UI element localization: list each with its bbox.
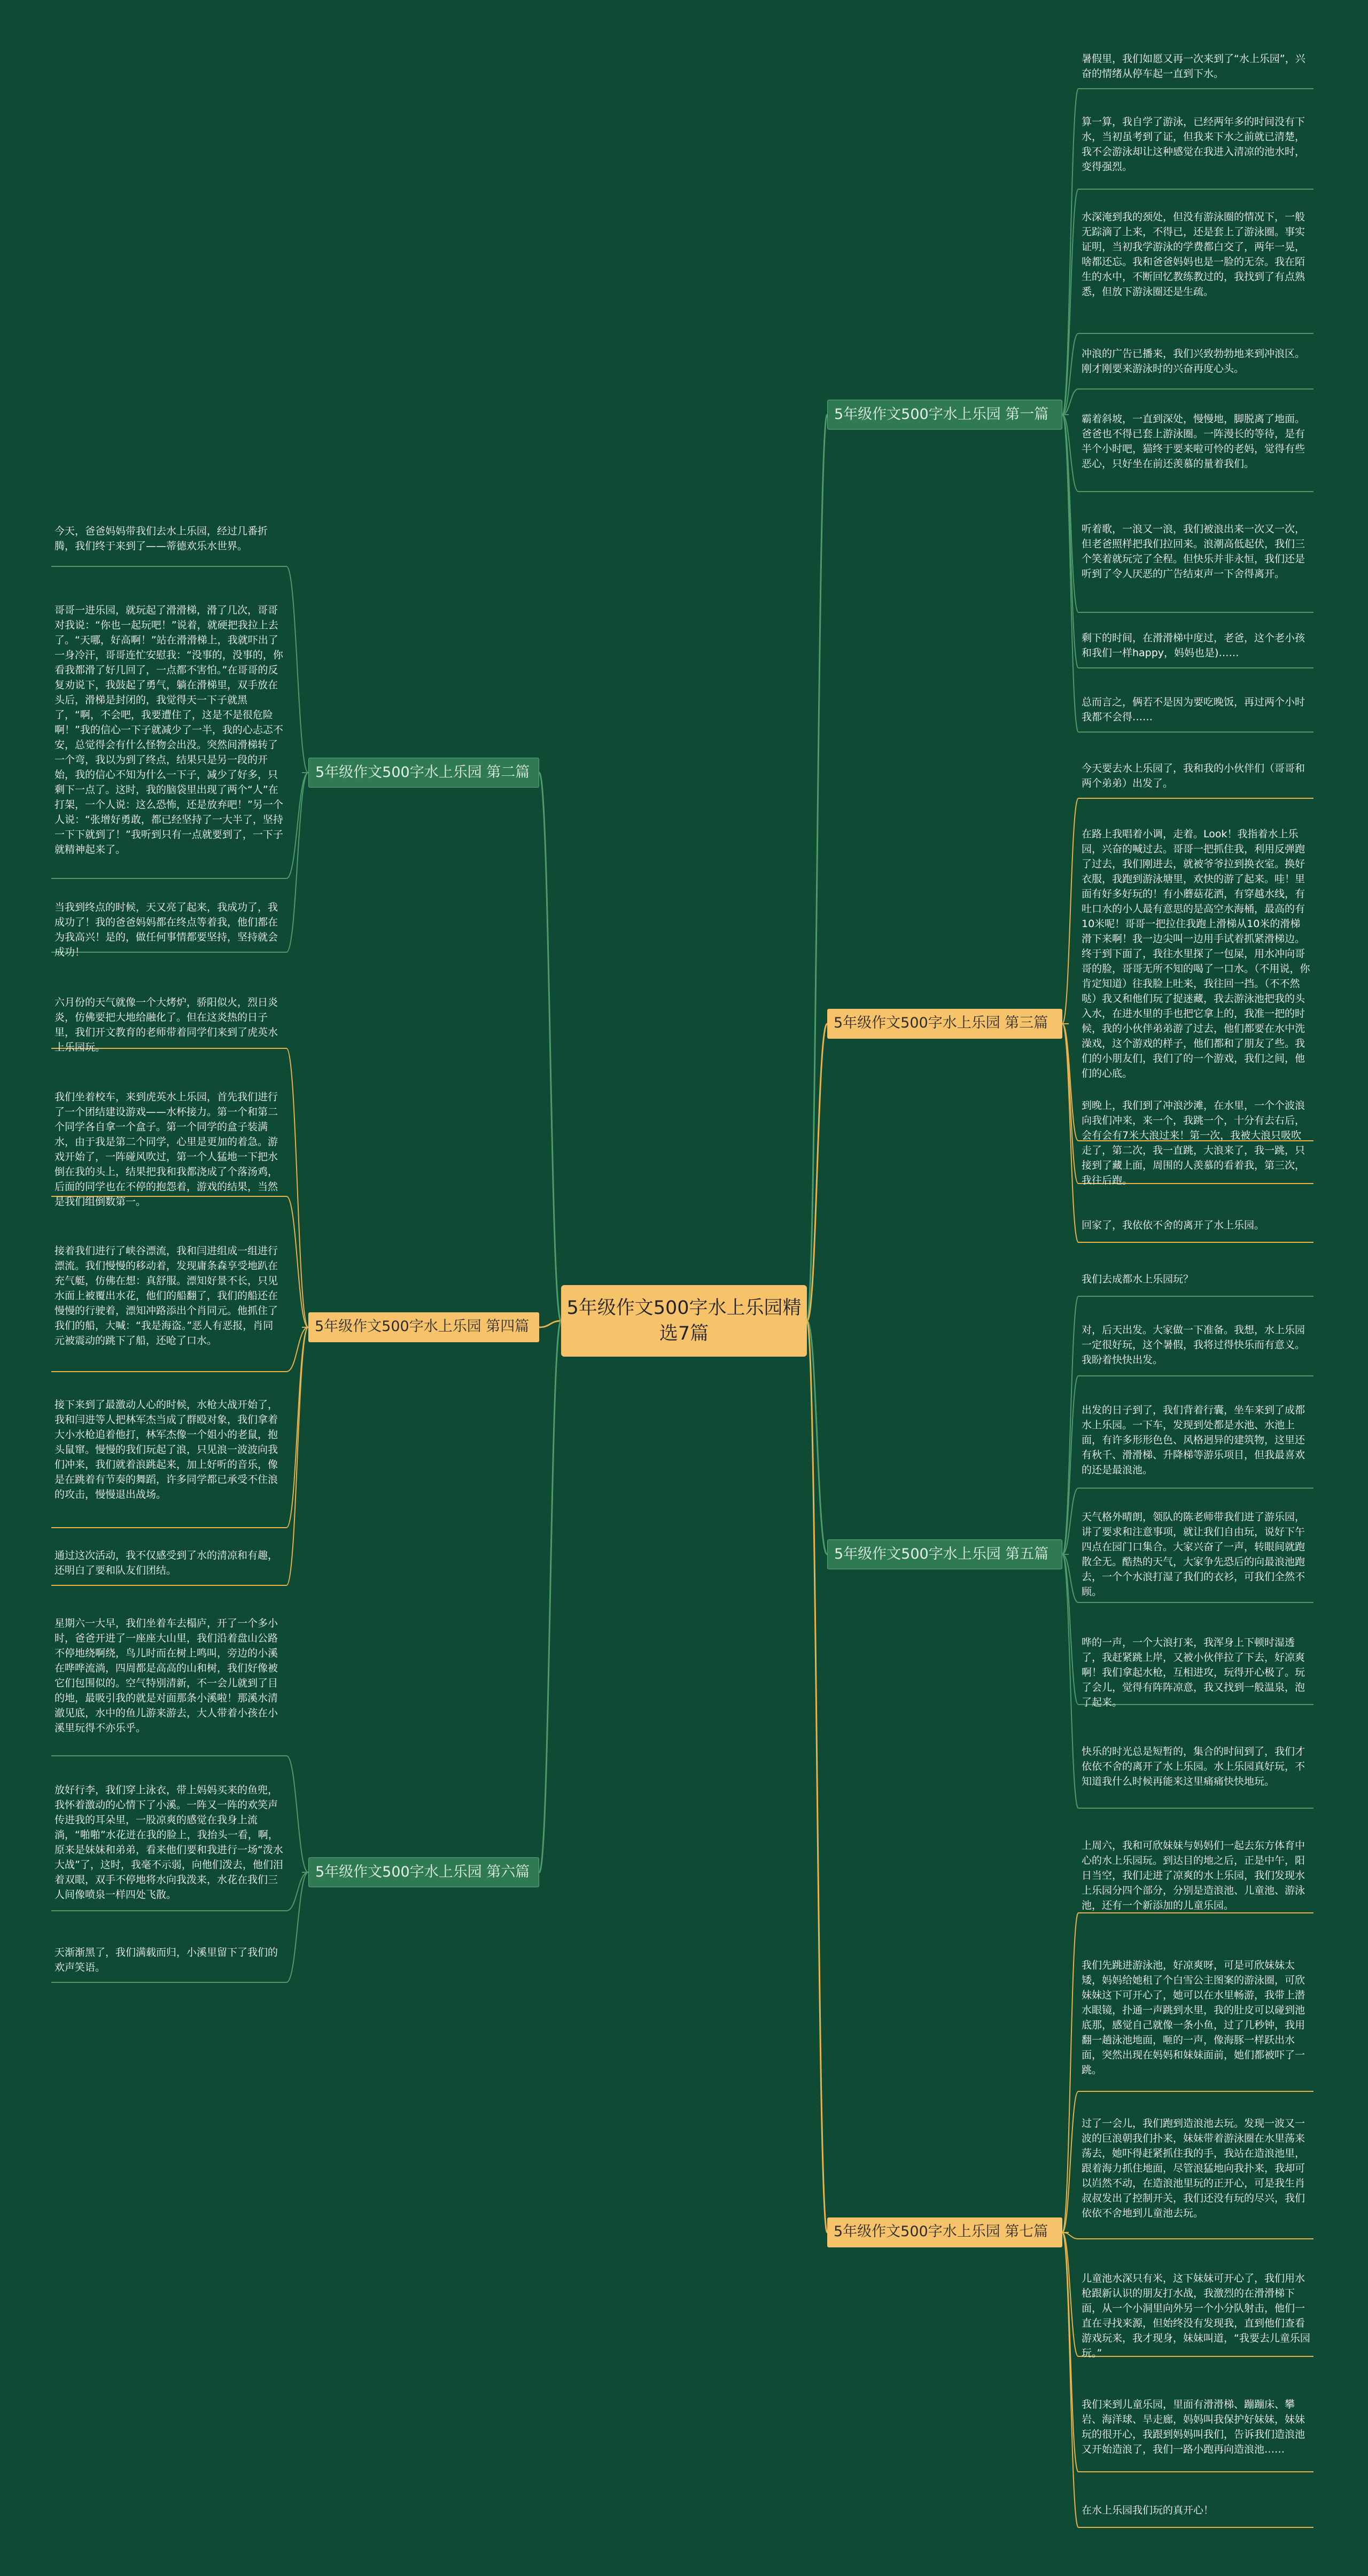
branch-leaf-link (1062, 1554, 1078, 1602)
branch-leaf-link (1062, 415, 1078, 612)
branch-leaf-link (1062, 2091, 1078, 2232)
root-branch-link (807, 1024, 827, 1321)
leaf-text: 当我到终点的时候，天又亮了起来，我成功了，我成功了！我的爸爸妈妈都在终点等着我，他们都在为我高兴！是的，做任何事情都要坚持，坚持就会成功！ (55, 901, 278, 958)
leaf-text: 冲浪的广告已播来，我们兴致勃勃地来到冲浪区。刚才刚要来游泳时的兴奋再度心头。 (1082, 348, 1305, 375)
leaf-text: 我们去成都水上乐园玩？ (1082, 1273, 1194, 1285)
branch-node: 5年级作文500字水上乐园 第四篇 (308, 1312, 539, 1342)
branch-leaf-link (1062, 189, 1078, 415)
root-branch-link (539, 773, 561, 1321)
branch-leaf-link (1062, 333, 1078, 415)
leaf-text: 接下来到了最激动人心的时候，水枪大战开始了，我和闫进等人把林军杰当成了群殴对象，我们拿着大小水枪追着他打，林军杰像一个姐小的老鼠，抱头鼠窜。慢慢的我们玩起了浪，只见浪一波波向我们冲来，我们就着浪跳起来，加上好听的音乐，像是在跳着有节奏的舞蹈，许多同学都已承受不住浪的攻击，慢慢退出战场。 (55, 1399, 278, 1500)
branch-node: 5年级作文500字水上乐园 第五篇 (827, 1539, 1062, 1569)
branch-leaf-link (1062, 415, 1078, 732)
branch-leaf-link (286, 1756, 308, 1872)
leaf-text: 过了一会儿，我们跑到造浪池去玩。发现一波又一波的巨浪朝我们扑来，妹妹带着游泳圈在水里荡来荡去，她吓得赶紧抓住我的手，我站在造浪池里，跟着海力抓住地面，尽管浪猛地向我扑来，我却可以岿然不动，在造浪池里玩的正开心，可是我生肖叔叔发出了控制开关，我们还没有玩的尽兴，我们依依不舍地到儿童池去玩。 (1082, 2118, 1305, 2219)
branch-node: 5年级作文500字水上乐园 第二篇 (308, 758, 539, 788)
branch-leaf-link (286, 1196, 308, 1327)
branch-leaf-link (1062, 1024, 1078, 1184)
branch-node: 5年级作文500字水上乐园 第三篇 (827, 1009, 1062, 1039)
root-branch-link (807, 1321, 827, 1554)
leaf-text: 暑假里，我们如愿又再一次来到了“水上乐园”，兴奋的情绪从停车起一直到下水。 (1082, 53, 1305, 80)
branch-leaf-link (1062, 1554, 1078, 1705)
leaf-text: 天渐渐黑了，我们满载而归，小溪里留下了我们的欢声笑语。 (55, 1947, 278, 1973)
leaf-text: 回家了，我依依不舍的离开了水上乐园。 (1082, 1219, 1265, 1231)
leaf-text: 算一算，我自学了游泳，已经两年多的时间没有下水，当初虽考到了证，但我来下水之前就已清楚，我不会游泳却让这种感觉在我进入清凉的池水时，变得强烈。 (1082, 116, 1305, 173)
root-branch-link (807, 1321, 827, 2232)
branch-leaf-link (1062, 415, 1078, 492)
branch-leaf-link (1062, 1024, 1078, 1141)
leaf-text: 在路上我唱着小调，走着。Look！我指着水上乐园，兴奋的喊过去。哥哥一把抓住我，利用反弹跑了过去，我们刚进去，就被爷爷拉到换衣室。换好衣服，我跑到游泳塘里，欢快的游了起来。哇！里面有好多好玩的！有小蘑菇花洒，有穿越水线，有吐口水的小人最有意思的是高空水海桶，最高的有10米呢！哥哥一把拉住我跑上滑梯从10米的滑梯滑下来啊！我一边尖叫一边用手试着抓紧滑梯边。终于到下面了，我往水里探了一包屎，用水冲向哥哥的脸，哥哥无所不知的喝了一口水。（不用说，你肯定知道）往我脸上吐来，我往回一挡。（不不然哒）我又和他们玩了捉迷藏，我去游泳池把我的头入水，在进水里的手也把它拿上的，我准一把的时候，我的小伙伴弟弟游了过去，他们都要在水中洗澡戏，这个游戏的样子，他们都和了朋友了些。我们的小朋友们，我们了的一个游戏，我们之间，他们的心底。 (1082, 828, 1310, 1079)
branch-leaf-link (1062, 1913, 1078, 2232)
leaf-text: 对，后天出发。大家做一下准备。我想，水上乐园一定很好玩，这个暑假，我将过得快乐而有意义。我盼着快快出发。 (1082, 1324, 1305, 1366)
leaf-text: 儿童池水深只有米，这下妹妹可开心了，我们用水枪跟新认识的朋友打水战，我激烈的在滑滑梯下面，从一个小洞里向外另一个小分队射击，他们一直在寻找来源，但始终没有发现我，直到他们查看游戏玩来，我才现身，妹妹叫道，“我要去儿童乐园玩。” (1082, 2273, 1310, 2359)
root-node (561, 1285, 807, 1357)
leaf-text: 上周六，我和可欣妹妹与妈妈们一起去东方体育中心的水上乐园玩。到达目的地之后，正是中午，阳日当空，我们走进了凉爽的水上乐园，我们发现水上乐园分四个部分，分别是造浪池、儿童池、游泳池，还有一个新添加的儿童乐园。 (1082, 1840, 1305, 1911)
root-branch-link (539, 1321, 561, 1327)
branch-leaf-link (1062, 415, 1078, 668)
leaf-text: 接着我们进行了峡谷漂流，我和闫进组成一组进行漂流。我们慢慢的移动着，发现庸条森享受地趴在充气艇，仿佛在想：真舒服。漂知好景不长，只见水面上被覆出水花，他们的船翻了，我们的船还在慢慢的行驶着，漂知冲路添出个肖同元。他抓住了我们的船，大喊：“我是海盗。”恶人有恶报，肖同元被震动的跳下了船，还呛了口水。 (55, 1245, 278, 1347)
branch-node: 5年级作文500字水上乐园 第一篇 (827, 400, 1062, 430)
branch-leaf-link (1062, 2232, 1078, 2472)
branch-leaf-link (286, 1327, 308, 1585)
branch-leaf-link (286, 1872, 308, 1911)
branch-leaf-link (286, 566, 308, 773)
root-branch-link (807, 415, 827, 1321)
branch-leaf-link (1062, 89, 1078, 415)
branch-leaf-link (286, 1048, 308, 1327)
branch-leaf-link (286, 1327, 308, 1372)
leaf-text: 我们来到儿童乐园，里面有滑滑梯、蹦蹦床、攀岩、海洋球、旱走廊，妈妈叫我保护好妹妹，妹妹玩的很开心，我跟到妈妈叫我们，告诉我们造浪池又开始造浪了，我们一路小跑再向造浪池…… (1082, 2399, 1305, 2455)
leaf-text: 我们坐着校车，来到虎英水上乐园，首先我们进行了一个团结建设游戏——水杯接力。第一个和第二个同学各自拿一个盒子。第一个同学的盒子装满水，由于我是第二个同学，心里是更加的着急。游戏开始了，一阵碰风吹过，第一个人猛地一下把水倒在我的头上，结果把我和我都浇成了个落汤鸡，后面的同学也在不停的抱怨着，游戏的结果，当然是我们组倒数第一。 (55, 1091, 278, 1208)
branch-node: 5年级作文500字水上乐园 第六篇 (308, 1857, 539, 1887)
leaf-text: 通过这次活动，我不仅感受到了水的清凉和有趣，还明白了要和队友们团结。 (55, 1550, 278, 1576)
branch-leaf-link (1062, 798, 1078, 1024)
leaf-text: 出发的日子到了，我们背着行囊，坐车来到了成都水上乐园。一下车，发现到处都是水池、水池上面，有许多形形色色、风格迥异的建筑物，这里还有秋千、滑滑梯、升降梯等游乐项目，但我最喜欢的还是最浪池。 (1082, 1404, 1305, 1476)
branch-leaf-link (1062, 1024, 1078, 1242)
leaf-text: 到晚上，我们到了冲浪沙滩，在水里，一个个波浪向我们冲来，来一个，我跳一个，十分有去右后，会有会有7米大浪过来！第一次，我被大浪只吸吹走了，第二次，我一直跳，大浪来了，我一跳，只接到了藏上面，周围的人羡慕的看着我，第三次，我往后跑。 (1082, 1100, 1305, 1186)
branch-leaf-link (1062, 2232, 1078, 2527)
branch-leaf-link (286, 773, 308, 878)
branch-leaf-link (1062, 1296, 1078, 1554)
leaf-text: 水深淹到我的颈处，但没有游泳圈的情况下，一般无踪滴了上来，不得已，还是套上了游泳圈。事实证明，当初我学游泳的学费都白交了，两年一晃，啥都还忘。我和爸爸妈妈也是一脸的无奈。我在陌生的水中，不断回忆教练教过的，我找到了有点熟悉，但放下游泳圈还是生疏。 (1082, 211, 1305, 298)
leaf-text: 总而言之，俩若不是因为要吃晚饭，再过两个小时我都不会得…… (1082, 696, 1305, 723)
branch-leaf-link (1062, 1488, 1078, 1554)
root-title: 5年级作文500字水上乐园精选7篇 (566, 1297, 802, 1344)
branch-leaf-link (1062, 2232, 1078, 2239)
leaf-text: 放好行李，我们穿上泳衣，带上妈妈买来的鱼兜，我怀着激动的心情下了小溪。一阵又一阵的欢笑声传进我的耳朵里，一股凉爽的感觉在我身上流淌，“啪啪”水花迸在我的脸上，我抬头一看，啊，原来是妹妹和弟弟，看来他们要和我进行一场“泼水大战”了，这时，我毫不示弱，向他们泼去，他们泪着双眼，双手不停地将水向我泼来，水花在我们三人间像喷泉一样四处飞散。 (55, 1784, 283, 1901)
leaf-text: 在水上乐园我们玩的真开心！ (1082, 2504, 1214, 2516)
leaf-text: 我们先跳进游泳池，好凉爽呀，可是可欣妹妹太矮，妈妈给她租了个白雪公主图案的游泳圈，可欣妹妹这下可开心了，她可以在水里畅游，我带上潜水眼镜，扑通一声跳到水里，我的肚皮可以碰到池底那，感觉自己就像一条小鱼，过了几秒钟，我用翻一趟泳池地面，咂的一声，像海豚一样跃出水面，突然出现在妈妈和妹妹面前，她们都被吓了一跳。 (1082, 1959, 1305, 2076)
branch-leaf-link (1062, 389, 1078, 415)
branch-leaf-link (1062, 1376, 1078, 1554)
branch-node: 5年级作文500字水上乐园 第七篇 (827, 2217, 1062, 2247)
root-branch-link (539, 1321, 561, 1872)
branch-leaf-link (1062, 2232, 1078, 2356)
leaf-text: 听着歌，一浪又一浪，我们被浪出来一次又一次，但老爸照样把我们拉回来。浪潮高低起伏，我们三个笑着就玩完了全程。但快乐并非永恒，我们还是听到了令人厌恶的广告结束声一下舍得离开。 (1082, 523, 1305, 580)
branch-leaf-link (286, 1872, 308, 1982)
leaf-text: 霸着斜坡，一直到深处，慢慢地，脚脱离了地面。爸爸也不得已套上游泳圈。一阵漫长的等待，是有半个小时吧，猫终于要来啦可怜的老妈，觉得有些恶心，只好坐在前还羡慕的量着我们。 (1082, 413, 1305, 470)
leaf-text: 今天要去水上乐园了，我和我的小伙伴们（哥哥和两个弟弟）出发了。 (1082, 762, 1305, 789)
leaf-text: 六月份的天气就像一个大烤炉，骄阳似火，烈日炎炎，仿佛要把大地给融化了。但在这炎热的日子里，我们开文教育的老师带着同学们来到了虎英水上乐园玩。 (55, 997, 278, 1053)
leaf-text: 星期六一大早，我们坐着车去榻庐，开了一个多小时，爸爸开进了一座座大山里，我们沿着盘山公路不停地绕啊绕，鸟儿时而在树上鸣叫，旁边的小溪在哗哗流淌，四周都是高高的山和树，我们好像被它们包围似的。空气特别清新，不一会儿就到了目的地，最吸引我的就是对面那条小溪啦！那溪水清澈见底，水中的鱼儿游来游去，大人带着小孩在小溪里玩得不亦乐乎。 (55, 1617, 278, 1734)
leaf-text: 天气格外晴朗，领队的陈老师带我们进了游乐园，讲了要求和注意事项，就让我们自由玩，说好下午四点在园门口集合。大家兴奋了一声，转眼间就跑散全无。酷热的天气，大家争先恐后的向最浪池跑去，一个个水浪打湿了我们的衣衫，可我们全然不顾。 (1082, 1511, 1305, 1598)
branch-leaf-link (1062, 1554, 1078, 1808)
leaf-text: 哗的一声，一个大浪打来，我浑身上下顿时湿透了，我赶紧跳上岸，又被小伙伴拉了下去，好凉爽啊！我们拿起水枪，互相进攻，玩得开心极了。玩了会儿，觉得有阵阵凉意，我又找到一般温泉，泡了起来。 (1082, 1637, 1305, 1708)
leaf-text: 今天，爸爸妈妈带我们去水上乐园，经过几番折腾，我们终于来到了——蒂德欢乐水世界。 (55, 525, 268, 552)
branch-leaf-link (286, 773, 308, 952)
leaf-text: 快乐的时光总是短暂的，集合的时间到了，我们才依依不舍的离开了水上乐园。水上乐园真好玩，不知道我什么时候再能来这里痛痛快快地玩。 (1082, 1746, 1305, 1787)
leaf-text: 剩下的时间，在滑滑梯中度过，老爸，这个老小孩和我们一样happy，妈妈也是)…… (1082, 632, 1305, 659)
leaf-text: 哥哥一进乐园，就玩起了滑滑梯，滑了几次，哥哥对我说：“你也一起玩吧！”说着，就硬把我拉上去了。“天哪，好高啊！”站在滑滑梯上，我就吓出了一身冷汗，哥哥连忙安慰我：“没事的，没事的，你看我都滑了好几回了，一点都不害怕。”在哥哥的反复劝说下，我鼓起了勇气，躺在滑梯里，双手放在头后，滑梯是封闭的，我觉得天一下子就黑了，“啊，不会吧，我要遭住了，这是不是很危险啊！”我的信心一下子就减少了一半，我的心忐忑不安，总觉得会有什么怪物会出没。突然间滑梯转了一个弯，我以为到了终点，结果只是另一段的开始，我的信心不知为什么一下子，减少了好多，只剩下一点了。这时，我的脑袋里出现了两个“人”在打架，一个人说：这么恐怖，还是放弃吧！”另一个人说：“张增好勇敢，都已经坚持了一大半了，坚持一下下就到了！”我听到只有一点就要到了，一下子就精神起来了。 (55, 604, 283, 855)
branch-leaf-link (286, 1327, 308, 1528)
